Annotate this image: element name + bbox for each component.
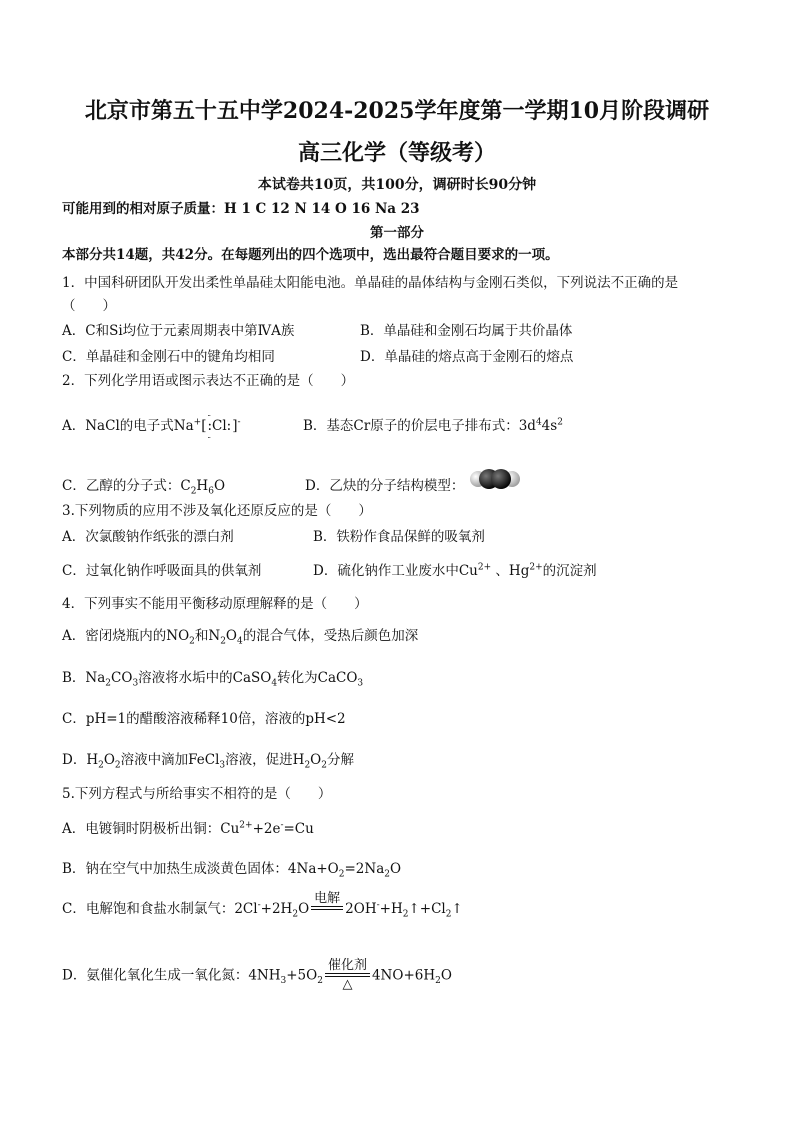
q2-option-b: B．基态Cr原子的价层电子排布式：$3d^44s^2$ bbox=[303, 417, 563, 434]
q1-option-c: C．单晶硅和金刚石中的键角均相同 bbox=[62, 349, 275, 365]
q4-option-a: A．密闭烧瓶内的$NO_2$和$N_2O_4$的混合气体，受热后颜色加深 bbox=[62, 628, 419, 647]
equation-double-bar bbox=[311, 906, 343, 910]
q2-option-c: C．乙醇的分子式：$C_2H_6O$ bbox=[62, 478, 226, 497]
q2-option-a: A．NaCl的电子式Na+[ ·· :Cl: ·· ]- bbox=[62, 412, 241, 442]
q5-option-c: C．电解饱和食盐水制氯气：$2Cl^-+2H_2O$ 电解 $2OH^-+H_2↑+Cl_2↑$ bbox=[62, 891, 463, 920]
q4-option-c: C．pH=1的醋酸溶液稀释10倍，溶液的pH<2 bbox=[62, 711, 346, 727]
q3-stem: 3.下列物质的应用不涉及氧化还原反应的是（ ） bbox=[62, 503, 372, 519]
q3-option-b: B．铁粉作食品保鲜的吸氧剂 bbox=[313, 529, 485, 545]
electrolysis-condition: 电解 bbox=[314, 891, 341, 906]
q5-option-d: D．氨催化氧化生成一氧化氮：$4NH_3+5O_2$ 催化剂 △ $4NO+6H_2O$ bbox=[62, 958, 452, 992]
acetylene-model-icon bbox=[469, 467, 521, 491]
q4-stem: 4．下列事实不能用平衡移动原理解释的是（ ） bbox=[62, 596, 368, 612]
heat-condition: △ bbox=[342, 977, 353, 992]
catalyst-condition: 催化剂 bbox=[327, 958, 367, 973]
q5-stem: 5.下列方程式与所给事实不相符的是（ ） bbox=[62, 786, 332, 802]
q1-stem: 1．中国科研团队开发出柔性单晶硅太阳能电池。单晶硅的晶体结构与金刚石类似，下列说法不正确的是 bbox=[62, 275, 679, 291]
q5-option-a: A．电镀铜时阴极析出铜：$Cu^{2+}+2e^-=Cu$ bbox=[62, 820, 314, 837]
q3-option-d: D．硫化钠作工业废水中$Cu^{2+}$ 、$Hg^{2+}$的沉淀剂 bbox=[313, 562, 597, 579]
q1-option-b: B．单晶硅和金刚石均属于共价晶体 bbox=[360, 323, 573, 339]
section-instructions: 本部分共14题，共42分。在每题列出的四个选项中，选出最符合题目要求的一项。 bbox=[62, 247, 559, 263]
exam-info: 本试卷共10页，共100分，调研时长90分钟 bbox=[257, 177, 537, 193]
atomic-masses: 可能用到的相对原子质量：H 1 C 12 N 14 O 16 Na 23 bbox=[62, 201, 420, 217]
q2-stem: 2．下列化学用语或图示表达不正确的是（ ） bbox=[62, 373, 355, 389]
part-heading: 第一部分 bbox=[370, 225, 424, 241]
q3-option-c: C．过氧化钠作呼吸面具的供氧剂 bbox=[62, 563, 262, 579]
chlorine-electron-dots: ·· :Cl: ·· bbox=[207, 412, 232, 442]
q1-option-d: D．单晶硅的熔点高于金刚石的熔点 bbox=[360, 349, 574, 365]
q4-option-d: D．$H_2O_2$溶液中滴加FeCl$_3$溶液，促进$H_2O_2$分解 bbox=[62, 752, 354, 771]
q2-option-d: D．乙炔的分子结构模型： bbox=[305, 477, 521, 495]
q1-option-a: A．C和Si均位于元素周期表中第ⅣA族 bbox=[62, 323, 295, 339]
q4-option-b: B．$Na_2CO_3$溶液将水垢中的CaSO$_4$转化为CaCO$_3$ bbox=[62, 670, 364, 689]
exam-subject: 高三化学（等级考） bbox=[297, 140, 496, 166]
q1-paren: （ ） bbox=[62, 298, 116, 314]
exam-title: 北京市第五十五中学2024-2025学年度第一学期10月阶段调研 bbox=[84, 98, 710, 124]
q5-option-b: B．钠在空气中加热生成淡黄色固体：$4Na+O_2=2Na_2O$ bbox=[62, 861, 402, 880]
q3-option-a: A．次氯酸钠作纸张的漂白剂 bbox=[62, 529, 234, 545]
